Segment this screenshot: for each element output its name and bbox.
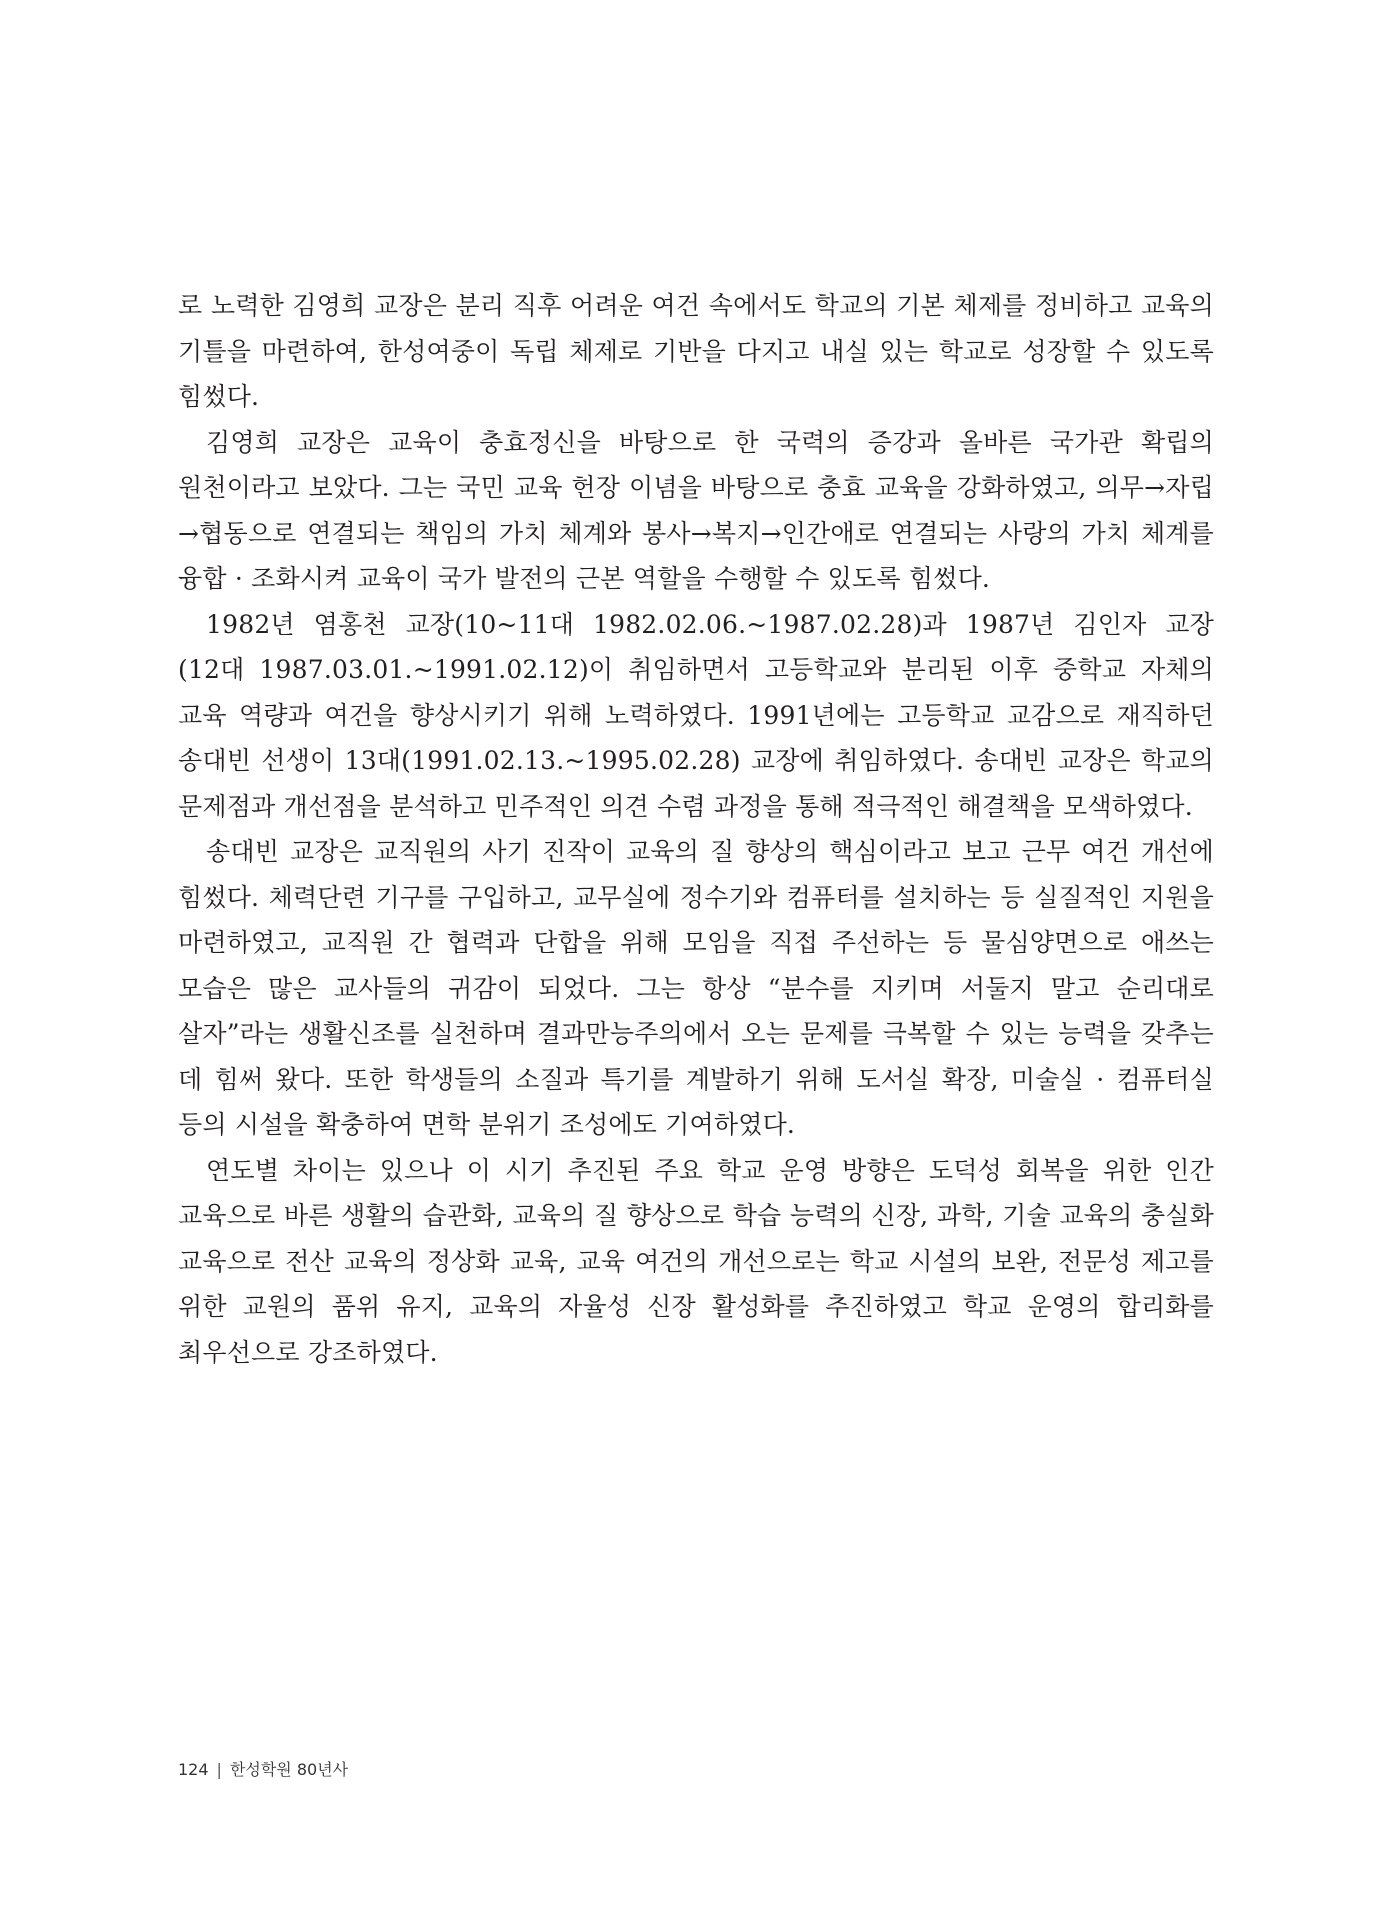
paragraph-1: 로 노력한 김영희 교장은 분리 직후 어려운 여건 속에서도 학교의 기본 체제를 정비하고 교육의 기틀을 마련하여, 한성여중이 독립 체제로 기반을 다지고 내실 있는 학교로 성장할 수 있도록 힘썼다.: [178, 291, 1214, 411]
paragraph-3: 1982년 염홍천 교장(10~11대 1982.02.06.~1987.02.28)과 1987년 김인자 교장(12대 1987.03.01.~1991.02.12)이 취임하면서 고등학교와 분리된 이후 중학교 자체의 교육 역량과 여건을 향상시키기 위해 노력하였다. 1991년에는 고등학교 교감으로 재직하던 송대빈 선생이 13대(1991.02.13.~1995.02.28) 교장에 취임하였다. 송대빈 교장은 학교의 문제점과 개선점을 분석하고 민주적인 의견 수렴 과정을 통해 적극적인 해결책을 모색하였다.: [178, 609, 1214, 821]
paragraph-2: 김영희 교장은 교육이 충효정신을 바탕으로 한 국력의 증강과 올바른 국가관 확립의 원천이라고 보았다. 그는 국민 교육 헌장 이념을 바탕으로 충효 교육을 강화하였고, 의무→자립→협동으로 연결되는 책임의 가치 체계와 봉사→복지→인간애로 연결되는 사랑의 가치 체계를 융합 · 조화시켜 교육이 국가 발전의 근본 역할을 수행할 수 있도록 힘썼다.: [178, 427, 1214, 593]
footer-separator: |: [216, 1760, 222, 1779]
paragraph-4: 송대빈 교장은 교직원의 사기 진작이 교육의 질 향상의 핵심이라고 보고 근무 여건 개선에 힘썼다. 체력단련 기구를 구입하고, 교무실에 정수기와 컴퓨터를 설치하는 등 실질적인 지원을 마련하였고, 교직원 간 협력과 단합을 위해 모임을 직접 주선하는 등 물심양면으로 애쓰는 모습은 많은 교사들의 귀감이 되었다. 그는 항상 “분수를 지키며 서둘지 말고 순리대로 살자”라는 생활신조를 실천하며 결과만능주의에서 오는 문제를 극복할 수 있는 능력을 갖추는 데 힘써 왔다. 또한 학생들의 소질과 특기를 계발하기 위해 도서실 확장, 미술실 · 컴퓨터실 등의 시설을 확충하여 면학 분위기 조성에도 기여하였다.: [178, 837, 1214, 1139]
paragraph-5: 연도별 차이는 있으나 이 시기 추진된 주요 학교 운영 방향은 도덕성 회복을 위한 인간 교육으로 바른 생활의 습관화, 교육의 질 향상으로 학습 능력의 신장, 과학, 기술 교육의 충실화 교육으로 전산 교육의 정상화 교육, 교육 여건의 개선으로는 학교 시설의 보완, 전문성 제고를 위한 교원의 품위 유지, 교육의 자율성 신장 활성화를 추진하였고 학교 운영의 합리화를 최우선으로 강조하였다.: [178, 1155, 1214, 1367]
body-text: [178, 283, 1214, 1375]
page-footer: [178, 1757, 348, 1780]
book-title: 한성학원 80년사: [229, 1760, 349, 1779]
page-number: 124: [178, 1760, 209, 1779]
